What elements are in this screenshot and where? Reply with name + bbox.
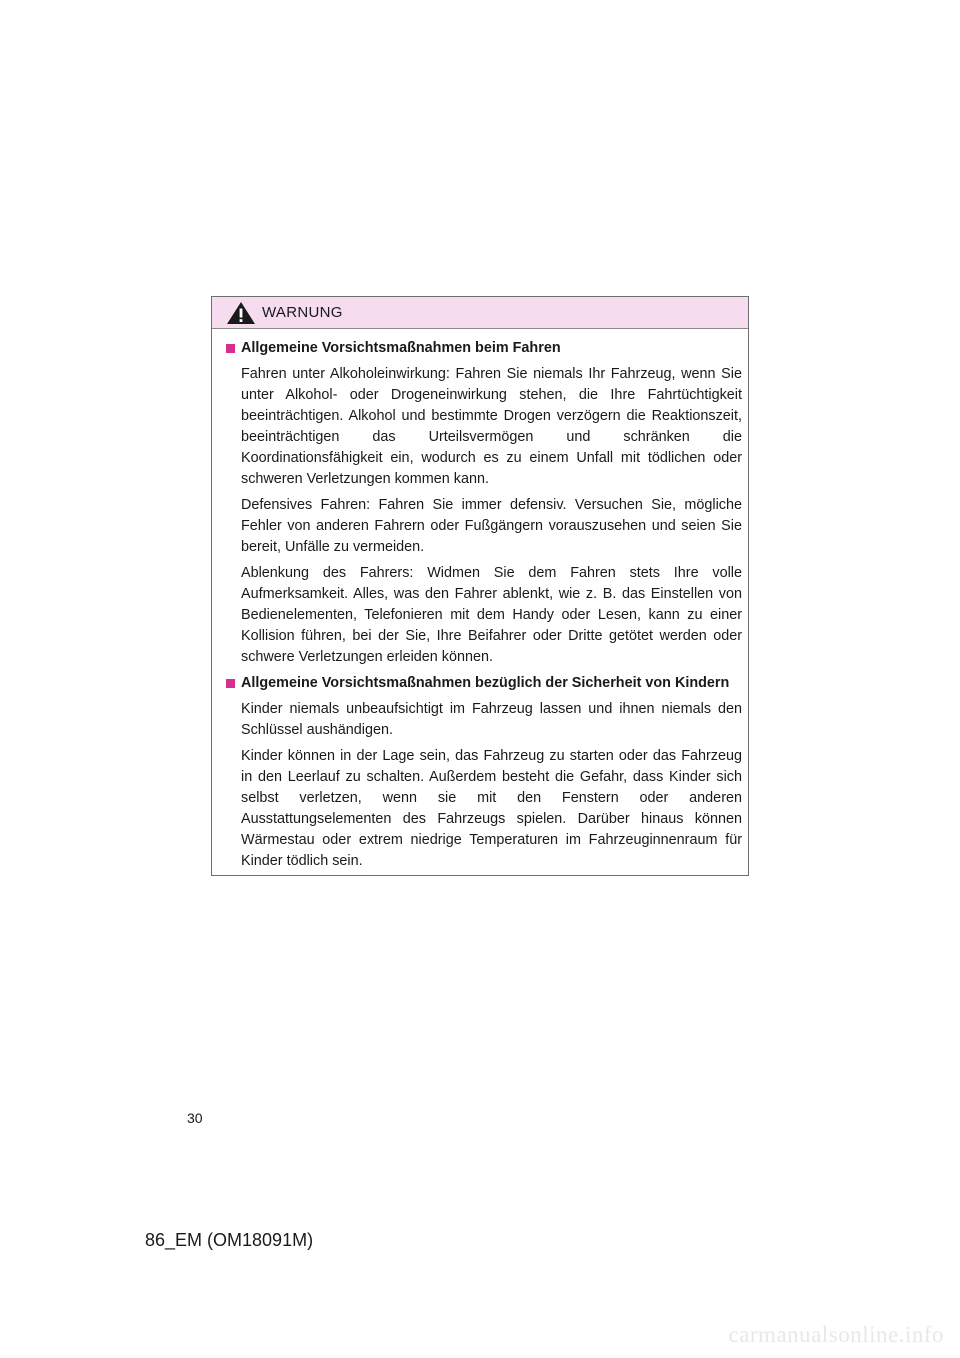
- section-heading: [226, 673, 742, 694]
- paragraph-unattended-children: Kinder niemals unbeaufsichtigt im Fahrzeug lassen und ihnen niemals den Schlüssel aushändigen.: [241, 701, 742, 738]
- paragraph-alcohol: Fahren unter Alkoholeinwirkung: Fahren Sie niemals Ihr Fahrzeug, wenn Sie unter Alkohol- oder Drogeneinwirkung stehen, die Ihre Fahrtüchtigkeit beeinträchtigen. Alkohol und bestimmte Drogen verzögern die Reaktionszeit, beeinträchtigen das Urteilsvermögen und schränken die Koordinationsfähigkeit ein, wodurch es zu einem Unfall mit tödlichen oder schweren Verletzungen kommen kann.: [241, 366, 742, 487]
- section-driving-precautions: [226, 338, 742, 668]
- document-code: 86_EM (OM18091M): [145, 1230, 314, 1250]
- square-bullet-icon: [226, 679, 235, 688]
- section-heading-text: Allgemeine Vorsichtsmaßnahmen beim Fahren: [241, 340, 561, 356]
- warning-title: WARNUNG: [262, 304, 343, 321]
- watermark: carmanualsonline.info: [728, 1322, 944, 1347]
- paragraph-defensive-driving: Defensives Fahren: Fahren Sie immer defensiv. Versuchen Sie, mögliche Fehler von anderen Fahrern oder Fußgängern vorauszusehen und seien Sie bereit, Unfälle zu vermeiden.: [241, 497, 742, 555]
- warning-triangle-icon: [226, 301, 256, 325]
- section-child-safety: [226, 673, 742, 872]
- warning-header: [212, 297, 748, 329]
- paragraph-driver-distraction: Ablenkung des Fahrers: Widmen Sie dem Fahren stets Ihre volle Aufmerksamkeit. Alles, was den Fahrer ablenkt, wie z. B. das Einstellen von Bedienelementen, Telefonieren mit dem Handy oder Lesen, kann zu einer Kollision führen, bei der Sie, Ihre Beifahrer oder Dritte getötet werden oder schwere Verletzungen erleiden können.: [241, 565, 742, 665]
- section-heading-text: Allgemeine Vorsichtsmaßnahmen bezüglich der Sicherheit von Kindern: [241, 675, 730, 691]
- page-number: 30: [187, 1110, 203, 1126]
- section-heading: [226, 338, 742, 359]
- paragraph-child-risks: Kinder können in der Lage sein, das Fahrzeug zu starten oder das Fahrzeug in den Leerlauf zu schalten. Außerdem besteht die Gefahr, dass Kinder sich selbst verletzen, wenn sie mit den Fenstern oder anderen Ausstattungselementen des Fahrzeugs spielen. Darüber hinaus können Wärmestau oder extrem niedrige Temperaturen im Fahrzeuginnenraum für Kinder tödlich sein.: [241, 748, 742, 869]
- square-bullet-icon: [226, 344, 235, 353]
- warning-box: [211, 296, 749, 876]
- warning-body: [212, 329, 748, 872]
